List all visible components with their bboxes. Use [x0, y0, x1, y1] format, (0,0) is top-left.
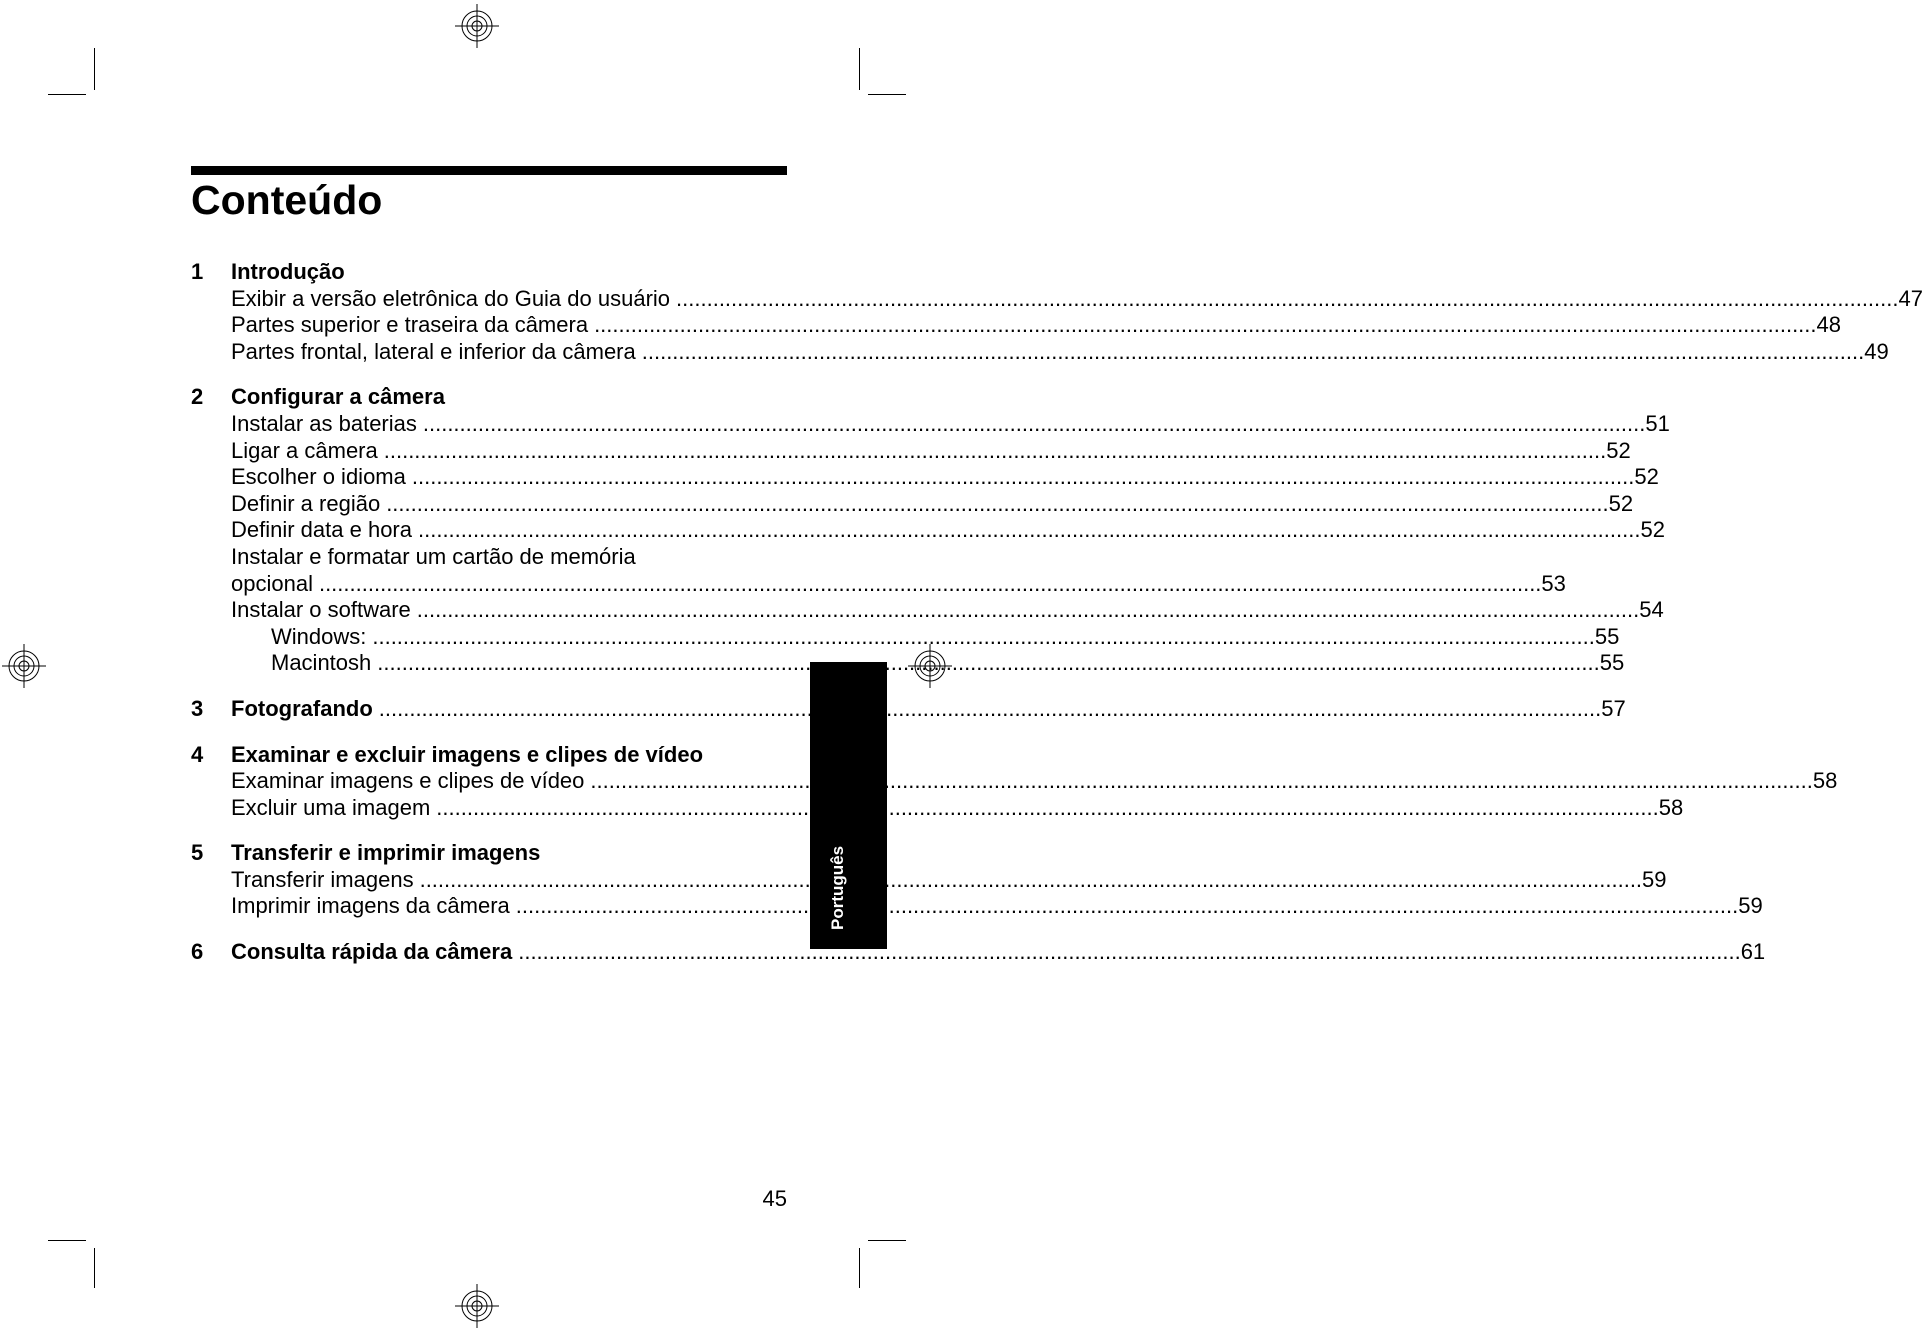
toc-entry[interactable] — [191, 517, 1665, 544]
title-rule — [191, 166, 787, 175]
dot-leader — [414, 867, 1642, 894]
chapter-number: 2 — [191, 384, 204, 410]
chapter-page: 57 — [1601, 695, 1626, 721]
chapter-number: 4 — [191, 741, 204, 767]
chapter-number: 5 — [191, 840, 204, 866]
dot-leader — [313, 571, 1541, 598]
toc-entry-text: Partes superior e traseira da câmera — [231, 312, 589, 338]
toc-entry-page: 47 — [1898, 285, 1923, 311]
toc-entry[interactable] — [191, 464, 1659, 491]
chapter-number: 1 — [191, 259, 204, 284]
registration-mark-icon — [455, 1284, 499, 1328]
toc-subentry[interactable] — [191, 623, 1620, 651]
language-side-tab-label: Português — [828, 845, 847, 930]
dot-leader — [670, 286, 1898, 313]
chapter-heading-row[interactable] — [191, 840, 787, 867]
toc-entry-text: Escolher o idioma — [231, 464, 406, 490]
dot-leader — [406, 464, 1634, 491]
toc-chapter-3 — [191, 695, 1626, 723]
toc-entry-page: 55 — [1594, 623, 1620, 649]
toc-entry-text: Transferir imagens — [231, 866, 414, 892]
toc-entry-page: 54 — [1639, 597, 1664, 623]
toc-entry-text: Windows: — [271, 623, 367, 649]
language-side-tab — [810, 662, 887, 949]
toc-entry-page: 52 — [1608, 490, 1634, 516]
chapter-title: Transferir e imprimir imagens — [231, 840, 541, 866]
toc-entry-text: Excluir uma imagem — [231, 794, 431, 820]
crop-mark — [48, 94, 86, 95]
chapter-title: Introdução — [231, 259, 345, 284]
toc-entry-text: Partes frontal, lateral e inferior da câmera — [231, 338, 636, 364]
crop-mark — [859, 48, 860, 90]
toc-entry-line1[interactable] — [191, 544, 787, 571]
chapter-heading-row[interactable] — [191, 259, 787, 286]
chapter-page: 61 — [1740, 939, 1766, 965]
crop-mark — [94, 48, 95, 90]
chapter-heading-row[interactable] — [191, 939, 1766, 966]
dot-leader — [510, 893, 1738, 920]
crop-mark — [868, 1240, 906, 1241]
toc-entry[interactable] — [191, 866, 1667, 894]
registration-mark-icon — [455, 4, 499, 48]
toc-entry-text: Definir a região — [231, 490, 381, 516]
chapter-number: 6 — [191, 939, 204, 965]
chapter-number: 3 — [191, 695, 204, 721]
chapter-title: Consulta rápida da câmera — [231, 939, 513, 965]
toc-entry-text: Macintosh — [271, 650, 372, 676]
dot-leader — [588, 312, 1816, 339]
crop-mark — [859, 1248, 860, 1288]
crop-mark — [94, 1248, 95, 1288]
toc-entry-page: 49 — [1864, 338, 1889, 364]
dot-leader — [584, 768, 1812, 795]
chapter-title: Configurar a câmera — [231, 384, 445, 410]
toc-entry[interactable] — [191, 794, 1684, 822]
toc-entry-page: 52 — [1634, 464, 1659, 490]
chapter-title: Examinar e excluir imagens e clipes de vídeo — [231, 741, 704, 767]
crop-mark — [868, 94, 906, 95]
toc-entry-text: Examinar imagens e clipes de vídeo — [231, 768, 585, 794]
chapter-heading-row[interactable] — [191, 742, 787, 769]
toc-entry-page: 53 — [1541, 570, 1566, 596]
chapter-title: Fotografando — [231, 695, 373, 721]
toc-entry-text: Imprimir imagens da câmera — [231, 893, 510, 919]
toc-entry[interactable] — [191, 597, 1664, 624]
chapter-heading-row[interactable] — [191, 695, 1626, 723]
toc-chapter-4 — [191, 741, 1838, 822]
toc-entry-text: Ligar a câmera — [231, 437, 378, 463]
dot-leader — [417, 411, 1645, 438]
page-title: Conteúdo — [191, 177, 383, 223]
toc-entry-page: 59 — [1738, 893, 1763, 919]
crop-mark — [48, 1240, 86, 1241]
dot-leader — [412, 517, 1640, 544]
toc-entry-page: 48 — [1816, 312, 1842, 338]
toc-entry-text: Instalar o software — [231, 597, 411, 623]
toc-entry[interactable] — [191, 490, 1634, 518]
toc-chapter-1 — [191, 259, 1923, 365]
toc-entry-page: 59 — [1642, 866, 1667, 892]
page-number: 45 — [762, 1186, 787, 1211]
dot-leader — [430, 795, 1658, 822]
toc-entry-text: Exibir a versão eletrônica do Guia do usuário — [231, 285, 671, 311]
dot-leader — [366, 624, 1594, 651]
dot-leader — [371, 650, 1599, 677]
dot-leader — [373, 696, 1601, 723]
toc-entry-text: Definir data e hora — [231, 517, 412, 543]
toc-entry[interactable] — [191, 570, 1566, 598]
toc-entry-page: 58 — [1812, 768, 1838, 794]
toc-entry[interactable] — [191, 410, 1670, 438]
dot-leader — [512, 939, 1740, 966]
dot-leader — [380, 491, 1608, 518]
toc-entry[interactable] — [191, 768, 1838, 795]
toc-entry[interactable] — [191, 338, 1889, 366]
chapter-heading-row[interactable] — [191, 384, 787, 411]
dot-leader — [636, 339, 1864, 366]
toc-entry[interactable] — [191, 893, 1763, 920]
registration-mark-icon — [2, 644, 46, 688]
toc-entry[interactable] — [191, 312, 1842, 339]
toc-subentry[interactable] — [191, 650, 1625, 677]
toc-chapter-2 — [191, 384, 1670, 677]
toc-entry-page: 58 — [1658, 794, 1684, 820]
toc-entry-page: 52 — [1606, 437, 1631, 463]
toc-entry-text: Instalar e formatar um cartão de memória — [231, 543, 636, 569]
toc-entry-text: opcional — [231, 570, 313, 596]
dot-leader — [378, 438, 1606, 465]
toc-chapter-6 — [191, 939, 1766, 966]
toc-entry-page: 52 — [1640, 517, 1665, 543]
dot-leader — [411, 597, 1639, 624]
toc-entry[interactable] — [191, 437, 1631, 465]
toc-entry-text: Instalar as baterias — [231, 410, 417, 436]
toc-entry-page: 51 — [1645, 410, 1670, 436]
toc-entry[interactable] — [191, 285, 1923, 313]
toc-entry-page: 55 — [1599, 650, 1625, 676]
